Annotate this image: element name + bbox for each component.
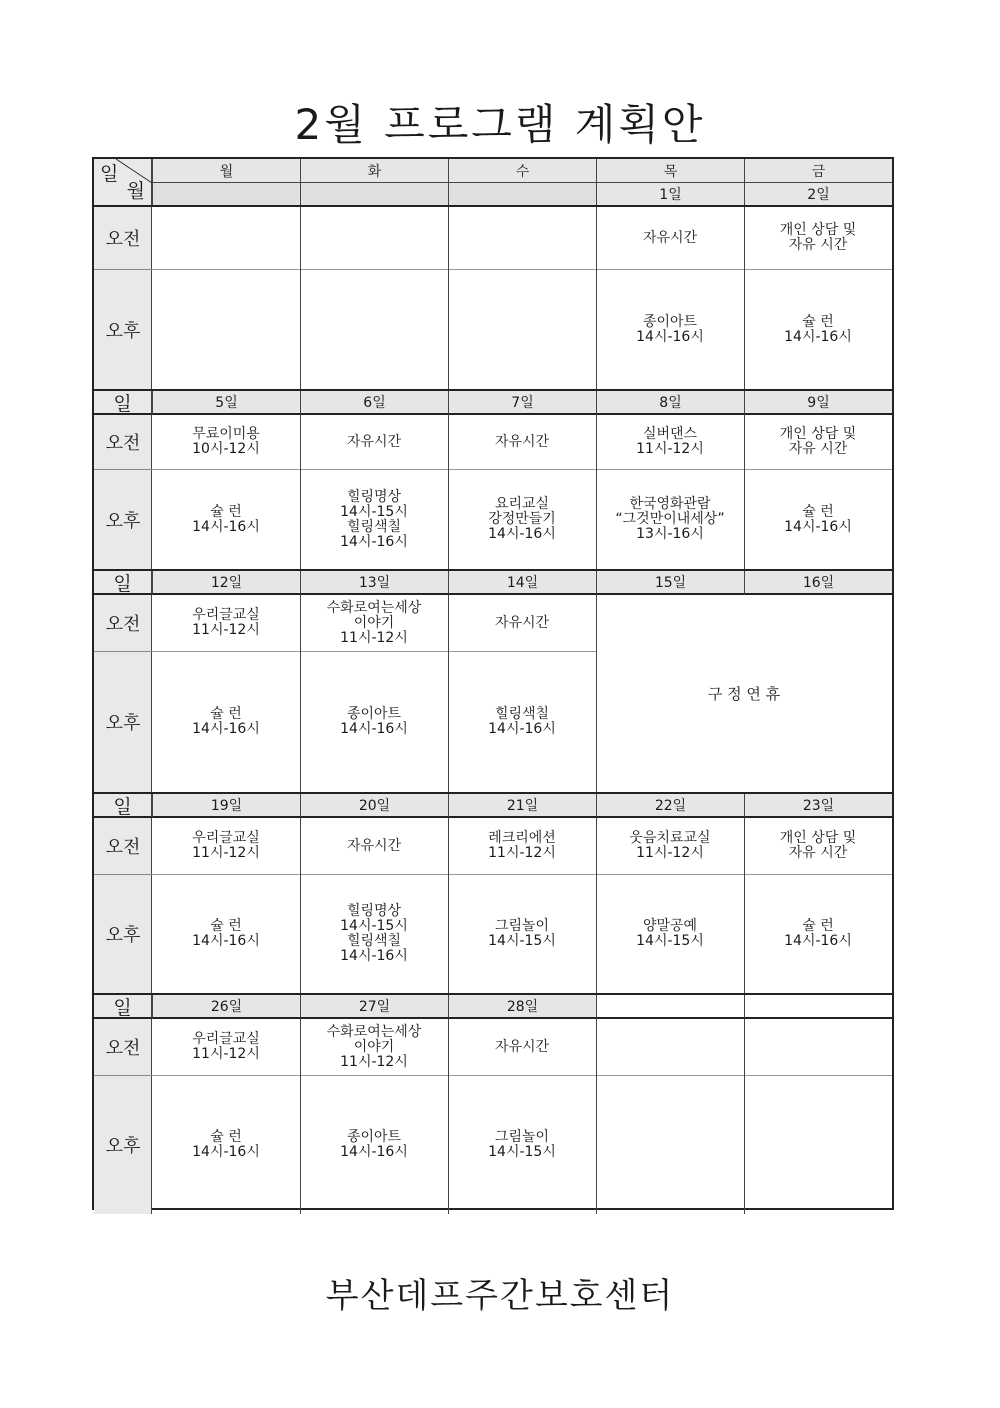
morning-activity bbox=[300, 595, 448, 651]
cell-text-line: 개인 상담 및 bbox=[779, 222, 857, 238]
morning-label: 오전 bbox=[105, 1038, 141, 1059]
morning-activity bbox=[596, 415, 744, 469]
cell-text-line: 우리글교실 bbox=[192, 1031, 260, 1047]
date-header: 28일 bbox=[448, 995, 596, 1019]
cell-text-line: 14시-16시 bbox=[340, 533, 408, 550]
morning-label: 오전 bbox=[105, 614, 141, 635]
sunday-label: 일 bbox=[94, 794, 152, 818]
label-divider bbox=[94, 469, 152, 470]
label-divider bbox=[94, 874, 152, 875]
cell-text-line: 힐링명상 bbox=[346, 903, 402, 919]
cell-text-line: 종이아트 bbox=[346, 706, 402, 722]
cell-text-line: 14시-16시 bbox=[192, 518, 260, 535]
morning-activity bbox=[448, 818, 596, 874]
morning-activity bbox=[744, 818, 892, 874]
cell-text-line: “그것만이내세상” bbox=[615, 511, 725, 527]
cell-text-line: 자유시간 bbox=[494, 1038, 550, 1055]
morning-activity bbox=[744, 1019, 892, 1075]
afternoon-activity bbox=[300, 651, 448, 793]
afternoon-activity bbox=[152, 469, 300, 570]
morning-activity bbox=[596, 207, 744, 269]
afternoon-activity bbox=[744, 469, 892, 570]
morning-activity bbox=[152, 818, 300, 874]
date-header bbox=[448, 183, 596, 205]
afternoon-activity bbox=[596, 1075, 744, 1214]
monthly-schedule-table bbox=[92, 157, 894, 1210]
cell-text-line: 자유시간 bbox=[494, 614, 550, 631]
afternoon-activity bbox=[596, 269, 744, 391]
cell-text-line: 14시-16시 bbox=[192, 933, 260, 949]
morning-activity bbox=[300, 1019, 448, 1075]
date-header: 9일 bbox=[744, 391, 892, 415]
cell-text-line: 슐 런 bbox=[210, 1128, 242, 1145]
sunday-label: 일 bbox=[94, 571, 152, 595]
cell-text-line: 슐 런 bbox=[210, 918, 242, 934]
date-header: 27일 bbox=[300, 995, 448, 1019]
date-header: 2일 bbox=[744, 183, 892, 205]
afternoon-label: 오후 bbox=[105, 510, 141, 532]
cell-text-line: 수화로여는세상 bbox=[326, 599, 422, 616]
corner-day-label: 일 bbox=[100, 163, 119, 185]
morning-activity bbox=[596, 1019, 744, 1075]
date-header: 13일 bbox=[300, 571, 448, 595]
afternoon-activity bbox=[448, 1075, 596, 1214]
date-header: 15일 bbox=[596, 571, 744, 595]
cell-text-line: 14시-16시 bbox=[340, 721, 408, 737]
cell-text-line: 레크리에션 bbox=[488, 830, 556, 846]
afternoon-activity bbox=[596, 469, 744, 570]
cell-text-line: 요리교실 bbox=[494, 496, 550, 512]
date-header: 19일 bbox=[152, 794, 300, 818]
cell-text-line: 11시-12시 bbox=[340, 629, 408, 646]
morning-activity bbox=[300, 415, 448, 469]
afternoon-label: 오후 bbox=[105, 1135, 141, 1157]
cell-text-line: 이야기 bbox=[353, 1038, 395, 1055]
date-header: 5일 bbox=[152, 391, 300, 415]
holiday-text: 구 정 연 휴 bbox=[707, 684, 781, 703]
weekday-header-5: 금 bbox=[744, 159, 892, 183]
date-header bbox=[300, 183, 448, 205]
cell-text-line: 개인 상담 및 bbox=[779, 830, 857, 846]
cell-text-line: 힐링명상 bbox=[346, 488, 402, 505]
morning-activity bbox=[744, 207, 892, 269]
cell-text-line: 이야기 bbox=[353, 614, 395, 631]
date-header bbox=[152, 183, 300, 205]
cell-text-line: 자유 시간 bbox=[788, 845, 848, 861]
label-divider bbox=[94, 269, 152, 270]
cell-text-line: 자유시간 bbox=[346, 433, 402, 450]
weekday-header-2: 화 bbox=[300, 159, 448, 183]
cell-text-line: 14시-16시 bbox=[784, 518, 852, 535]
weekday-header-4: 목 bbox=[596, 159, 744, 183]
afternoon-activity bbox=[152, 874, 300, 994]
cell-text-line: 14시-15시 bbox=[340, 918, 408, 934]
morning-activity bbox=[448, 1019, 596, 1075]
date-header: 26일 bbox=[152, 995, 300, 1019]
label-divider bbox=[94, 1075, 152, 1076]
week-section-2 bbox=[94, 389, 892, 568]
cell-text-line: 슐 런 bbox=[802, 314, 834, 330]
cell-text-line: 슐 런 bbox=[802, 918, 834, 934]
cell-text-line: 우리글교실 bbox=[192, 607, 260, 623]
morning-activity bbox=[300, 207, 448, 269]
morning-activity bbox=[152, 207, 300, 269]
cell-text-line: 자유시간 bbox=[642, 229, 698, 246]
cell-text-line: 슐 런 bbox=[802, 503, 834, 520]
afternoon-activity bbox=[152, 1075, 300, 1214]
cell-text-line: 자유시간 bbox=[346, 837, 402, 854]
label-divider bbox=[94, 651, 152, 652]
cell-text-line: 그림놀이 bbox=[494, 918, 550, 934]
morning-activity bbox=[152, 415, 300, 469]
afternoon-activity bbox=[744, 1075, 892, 1214]
morning-activity bbox=[448, 415, 596, 469]
cell-text-line: 14시-16시 bbox=[488, 721, 556, 737]
cell-text-line: 그림놀이 bbox=[494, 1128, 550, 1145]
week-section-4 bbox=[94, 792, 892, 992]
date-header: 7일 bbox=[448, 391, 596, 415]
cell-text-line: 14시-16시 bbox=[488, 526, 556, 542]
cell-text-line: 11시-12시 bbox=[636, 845, 704, 861]
morning-label: 오전 bbox=[105, 433, 141, 454]
morning-label: 오전 bbox=[105, 837, 141, 858]
date-header: 6일 bbox=[300, 391, 448, 415]
cell-text-line: 14시-16시 bbox=[192, 1143, 260, 1160]
afternoon-activity bbox=[448, 469, 596, 570]
cell-text-line: 13시-16시 bbox=[636, 526, 704, 542]
cell-text-line: 무료이미용 bbox=[192, 426, 260, 442]
cell-text-line: 슐 런 bbox=[210, 706, 242, 722]
cell-text-line: 11시-12시 bbox=[192, 845, 260, 861]
week-section-1 bbox=[94, 159, 892, 391]
afternoon-activity bbox=[448, 874, 596, 994]
cell-text-line: 종이아트 bbox=[642, 314, 698, 330]
holiday-block bbox=[596, 595, 892, 793]
afternoon-activity bbox=[300, 269, 448, 391]
afternoon-activity bbox=[152, 651, 300, 793]
date-header: 23일 bbox=[744, 794, 892, 818]
page-title: 2월 프로그램 계획안 bbox=[0, 92, 1000, 161]
date-header: 1일 bbox=[596, 183, 744, 205]
date-header: 16일 bbox=[744, 571, 892, 595]
afternoon-activity bbox=[744, 874, 892, 994]
sunday-label: 일 bbox=[94, 995, 152, 1019]
date-header: 8일 bbox=[596, 391, 744, 415]
morning-activity bbox=[300, 818, 448, 874]
afternoon-label: 오후 bbox=[105, 321, 141, 342]
cell-text-line: 강정만들기 bbox=[488, 511, 556, 527]
afternoon-activity bbox=[448, 269, 596, 391]
cell-text-line: 14시-16시 bbox=[192, 721, 260, 737]
cell-text-line: 14시-16시 bbox=[784, 933, 852, 949]
cell-text-line: 14시-16시 bbox=[340, 1143, 408, 1160]
date-header bbox=[744, 995, 892, 1019]
cell-text-line: 자유 시간 bbox=[788, 237, 848, 253]
weekday-header-3: 수 bbox=[448, 159, 596, 183]
date-header: 14일 bbox=[448, 571, 596, 595]
cell-text-line: 우리글교실 bbox=[192, 830, 260, 846]
sunday-label: 일 bbox=[94, 391, 152, 415]
date-header: 20일 bbox=[300, 794, 448, 818]
afternoon-activity bbox=[300, 874, 448, 994]
cell-text-line: 슐 런 bbox=[210, 503, 242, 520]
cell-text-line: 자유 시간 bbox=[788, 441, 848, 457]
cell-text-line: 개인 상담 및 bbox=[779, 426, 857, 442]
cell-text-line: 14시-15시 bbox=[636, 933, 704, 949]
cell-text-line: 14시-15시 bbox=[340, 503, 408, 520]
cell-text-line: 양말공예 bbox=[642, 918, 698, 934]
cell-text-line: 힐링색칠 bbox=[346, 933, 402, 949]
date-header bbox=[596, 995, 744, 1019]
cell-text-line: 한국영화관람 bbox=[629, 496, 711, 512]
afternoon-activity bbox=[596, 874, 744, 994]
afternoon-activity bbox=[744, 269, 892, 391]
cell-text-line: 자유시간 bbox=[494, 433, 550, 450]
cell-text-line: 11시-12시 bbox=[636, 441, 704, 457]
morning-activity bbox=[152, 595, 300, 651]
week-section-5 bbox=[94, 993, 892, 1212]
date-header: 21일 bbox=[448, 794, 596, 818]
morning-activity bbox=[448, 207, 596, 269]
cell-text-line: 종이아트 bbox=[346, 1128, 402, 1145]
date-header: 22일 bbox=[596, 794, 744, 818]
afternoon-label: 오후 bbox=[105, 925, 141, 946]
morning-activity bbox=[152, 1019, 300, 1075]
date-header: 12일 bbox=[152, 571, 300, 595]
weekday-header-1: 월 bbox=[152, 159, 300, 183]
cell-text-line: 14시-16시 bbox=[636, 329, 704, 345]
week-section-3 bbox=[94, 569, 892, 791]
afternoon-activity bbox=[152, 269, 300, 391]
morning-label: 오전 bbox=[105, 229, 141, 250]
cell-text-line: 14시-15시 bbox=[488, 933, 556, 949]
morning-activity bbox=[448, 595, 596, 651]
cell-text-line: 힐링색칠 bbox=[346, 518, 402, 535]
corner-header bbox=[94, 159, 152, 207]
cell-text-line: 수화로여는세상 bbox=[326, 1023, 422, 1040]
cell-text-line: 힐링색칠 bbox=[494, 706, 550, 722]
organization-name: 부산데프주간보호센터 bbox=[325, 1276, 675, 1316]
cell-text-line: 실버댄스 bbox=[642, 426, 698, 442]
afternoon-label: 오후 bbox=[105, 713, 141, 734]
morning-activity bbox=[744, 415, 892, 469]
cell-text-line: 웃음치료교실 bbox=[629, 830, 711, 846]
cell-text-line: 14시-15시 bbox=[488, 1143, 556, 1160]
afternoon-activity bbox=[300, 1075, 448, 1214]
corner-month-label: 월 bbox=[126, 180, 145, 202]
afternoon-activity bbox=[448, 651, 596, 793]
morning-activity bbox=[596, 818, 744, 874]
cell-text-line: 14시-16시 bbox=[340, 948, 408, 964]
cell-text-line: 14시-16시 bbox=[784, 329, 852, 345]
cell-text-line: 10시-12시 bbox=[192, 441, 260, 457]
afternoon-activity bbox=[300, 469, 448, 570]
cell-text-line: 11시-12시 bbox=[488, 845, 556, 861]
cell-text-line: 11시-12시 bbox=[192, 622, 260, 638]
cell-text-line: 11시-12시 bbox=[340, 1053, 408, 1070]
cell-text-line: 11시-12시 bbox=[192, 1046, 260, 1062]
